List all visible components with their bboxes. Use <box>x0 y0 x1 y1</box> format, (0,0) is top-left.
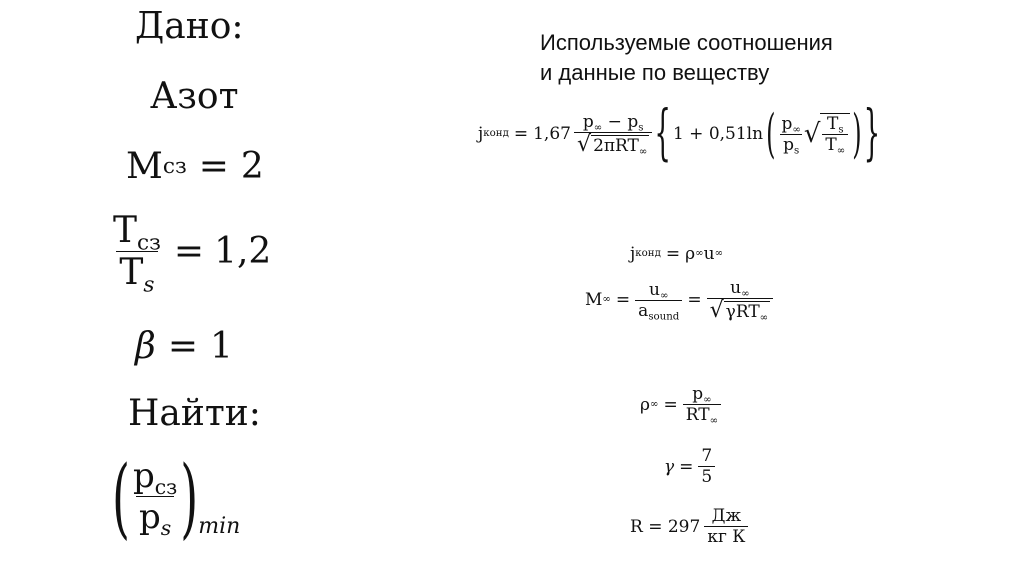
f3-gamma-rt: γRT <box>725 302 760 322</box>
f2-u: u <box>703 244 715 264</box>
f1-p-inf: p <box>582 112 594 132</box>
f5-gamma: γ <box>664 456 675 477</box>
beta-symbol: β <box>135 326 156 367</box>
formula-condensation-flux: j конд = 1,67 $\frac{p_\infty - p_s}{√ 2\pi RT_\infty}$ { 1 + 0,51ln ( $\frac{p_\infty}{p_s}$ √ $\frac{T_s}{T_\infty}$ ) } <box>478 99 881 169</box>
find-den: p <box>138 497 161 537</box>
f1-j: j <box>478 124 484 144</box>
temp-num-sub: сз <box>137 230 161 256</box>
f4-p-sub: ∞ <box>703 394 712 406</box>
f1-in-p-s: p <box>783 134 794 155</box>
f1-Tinf-sub: ∞ <box>836 145 846 157</box>
given-heading: Дано: <box>135 6 244 47</box>
f1-sub-inf: ∞ <box>593 122 603 134</box>
find-expression: ( $\frac{p_{сз}}{p_s}$ ) min <box>112 445 241 548</box>
f5-den: 5 <box>698 466 715 487</box>
substance: Азот <box>150 76 239 117</box>
relations-title-line2: и данные по веществу <box>540 60 770 85</box>
temp-ratio-value: 1,2 <box>214 231 272 272</box>
relations-title <box>540 28 833 88</box>
f1-in-sub-inf: ∞ <box>792 124 801 136</box>
find-den-sub: s <box>160 516 172 541</box>
beta-value: 1 <box>209 326 233 367</box>
f5-num: 7 <box>701 446 713 466</box>
given-temp-ratio: $\frac{T_{сз}}{T_s}$ = 1,2 <box>113 210 272 298</box>
f1-in-sub-s: s <box>793 145 800 157</box>
f1-den-sub-inf: ∞ <box>638 146 648 158</box>
formula-mach: M ∞ = $\frac{u_\infty}{a_{sound}}$ = $\frac{u_\infty}{√ \gamma RT_\infty}$ <box>585 278 773 322</box>
find-num-sub: сз <box>154 475 178 500</box>
relations-title-line1: Используемые соотношения <box>540 30 833 55</box>
temp-den-sub: s <box>143 272 155 298</box>
f1-in-p-inf: p <box>781 113 793 134</box>
f3-u2: u <box>730 278 742 298</box>
mach-value: 2 <box>240 146 264 187</box>
f1-sub-s: s <box>638 122 644 134</box>
f2-rho: ρ <box>685 244 696 264</box>
temp-num: T <box>113 210 138 251</box>
temp-den: T <box>119 252 144 293</box>
f6-R: R = 297 <box>630 516 701 537</box>
f2-j: j <box>630 244 636 264</box>
f6-unit-den: кг К <box>704 526 748 547</box>
f3-M: M <box>585 290 603 310</box>
formula-gamma: γ = $\frac{7}{5}$ <box>664 446 715 487</box>
f4-rho: ρ <box>640 394 650 415</box>
f1-p-s: p <box>627 112 639 132</box>
f1-Ts: T <box>827 114 839 134</box>
f1-coef: 1,67 <box>533 124 571 144</box>
given-beta: β = 1 <box>135 326 233 367</box>
f1-one-plus: 1 + 0,51ln <box>672 124 764 144</box>
f3-grt-sub: ∞ <box>759 312 769 324</box>
find-sub-min: min <box>198 514 241 539</box>
f3-u: u <box>649 279 660 300</box>
f3-a-sub: sound <box>648 311 680 323</box>
f4-rt: RT <box>685 405 710 425</box>
mach-symbol: M <box>126 146 163 187</box>
formula-density: ρ ∞ = $\frac{p_\infty}{RT_\infty}$ <box>640 384 721 425</box>
f4-rt-sub: ∞ <box>709 415 719 427</box>
f4-p: p <box>692 384 704 404</box>
find-num: p <box>132 456 155 496</box>
f3-u2-sub: ∞ <box>741 288 750 300</box>
find-heading: Найти: <box>128 393 261 434</box>
f3-a: a <box>638 300 649 321</box>
given-mach: M сз = 2 <box>126 146 264 187</box>
f1-2pirt: 2πRT <box>593 136 639 156</box>
f6-unit-num: Дж <box>711 506 742 526</box>
formula-gas-constant <box>630 506 748 547</box>
formula-flux-density: j конд = ρ ∞ u ∞ <box>630 244 724 264</box>
f1-Tinf: T <box>825 135 837 155</box>
f1-Ts-sub: s <box>838 124 844 136</box>
f3-u-sub: ∞ <box>659 290 669 302</box>
